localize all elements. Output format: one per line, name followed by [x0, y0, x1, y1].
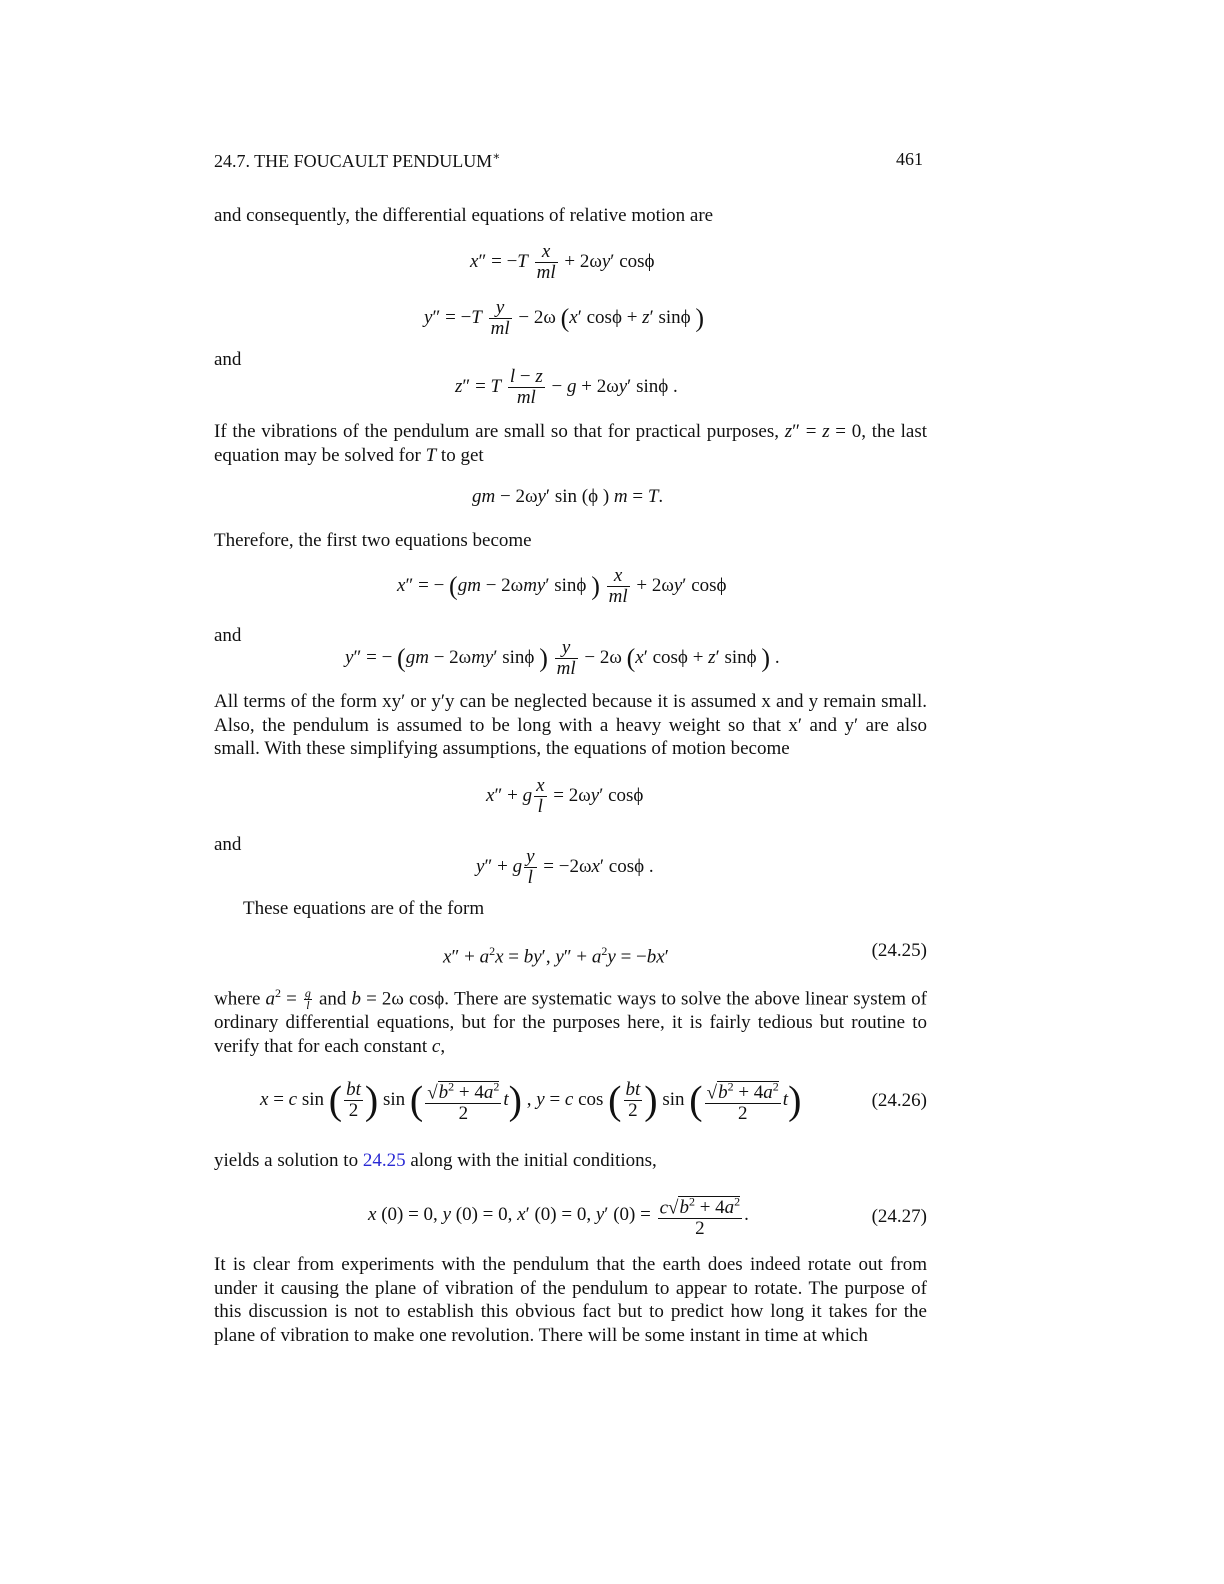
connector-and: and [214, 349, 242, 370]
equation-number-24-26: (24.26) [871, 1090, 927, 1111]
paragraph-neglect-terms: All terms of the form xy′ or y′y can be neglected because it is assumed x and y remain small. Also, the pendulum is assumed to be long with a heavy weight so that x′ and y′ are also small. With these simplifying assumptions, the equations of motion become [214, 691, 927, 760]
equation-y-substituted: y″ = − (gm − 2ωmy′ sinϕ ) $\frac{y}{ml}$ − 2ω (x′ cosϕ + z′ sinϕ ) . [345, 637, 780, 679]
paragraph-intro: and consequently, the differential equations of relative motion are [214, 205, 714, 226]
paragraph-experiments: It is clear from experiments with the pendulum that the earth does indeed rotate out from under it causing the plane of vibration of the pendulum to appear to rotate. The purpose of this discussion is not to establish this obvious fact but to predict how long it takes for the plane of vibration to make one revolution. There will be some instant in time at which [214, 1254, 927, 1347]
equation-24-26: x = c sin ( $\frac{bt}{2}$ ) sin ( $\frac{√b^2 + 4a^2}{2}$ t) , y = c cos ( $\frac{bt}{2}$ ) sin ( $\frac{√b^2 + 4a^2}{2}$ t) [260, 1077, 802, 1125]
equation-24-25: $x'' + a^2x = by'$, $y'' + a^2y = -bx'$ [443, 944, 669, 968]
paragraph-therefore: Therefore, the first two equations become [214, 530, 532, 551]
equation-24-27: x (0) = 0, y (0) = 0, x′ (0) = 0, y′ (0) = $\frac{c√b^2 + 4a^2}{2}$ . [368, 1192, 749, 1239]
connector-and-3: and [214, 834, 242, 855]
equation-x-simplified: x″ + g $\frac{x}{l}$ = 2ωy′ cosϕ [486, 775, 644, 817]
paragraph-yields: yields a solution to 24.25 along with the initial conditions, [214, 1150, 657, 1171]
equation-number-24-27: (24.27) [871, 1206, 927, 1227]
paragraph-small-vibrations: If the vibrations of the pendulum are small so that for practical purposes, z″ = z = 0, the last equation may be solved for T to get [214, 421, 928, 466]
equation-y-double-prime: y″ = −T $\frac{y}{ml}$ − 2ω (x′ cosϕ + z′ sinϕ ) [424, 297, 705, 339]
page-number: 461 [896, 149, 923, 169]
running-header [214, 149, 500, 172]
equation-x-substituted: x″ = − (gm − 2ωmy′ sinϕ ) $\frac{x}{ml}$ + 2ωy′ cosϕ [397, 565, 727, 607]
section-title: 24.7. THE FOUCAULT PENDULUM [214, 151, 493, 171]
equation-y-simplified: y″ + g $\frac{y}{l}$ = −2ωx′ cosϕ . [476, 846, 654, 888]
paragraph-form: These equations are of the form [243, 898, 485, 919]
connector-and-2: and [214, 625, 242, 646]
equation-z-double-prime: z″ = T $\frac{l - z}{ml}$ − g + 2ωy′ sinϕ . [455, 366, 678, 408]
equation-number-24-25: (24.25) [871, 940, 927, 961]
equation-reference-link[interactable]: 24.25 [362, 1150, 406, 1171]
equation-x-double-prime: x″ = −T $\frac{x}{ml}$ + 2ωy′ cosϕ [470, 241, 655, 283]
paragraph-where: where $a^2$ = $\frac{g}{l}$ and b = 2ω cosϕ. There are systematic ways to solve the above linear system of ordinary differential equations, but for the purposes here, it is fairly tedious but routine to verify that for each constant c, [214, 986, 927, 1058]
equation-tension: gm − 2ωy′ sin (ϕ ) m = T. [472, 486, 664, 507]
header-star: ∗ [492, 149, 501, 163]
